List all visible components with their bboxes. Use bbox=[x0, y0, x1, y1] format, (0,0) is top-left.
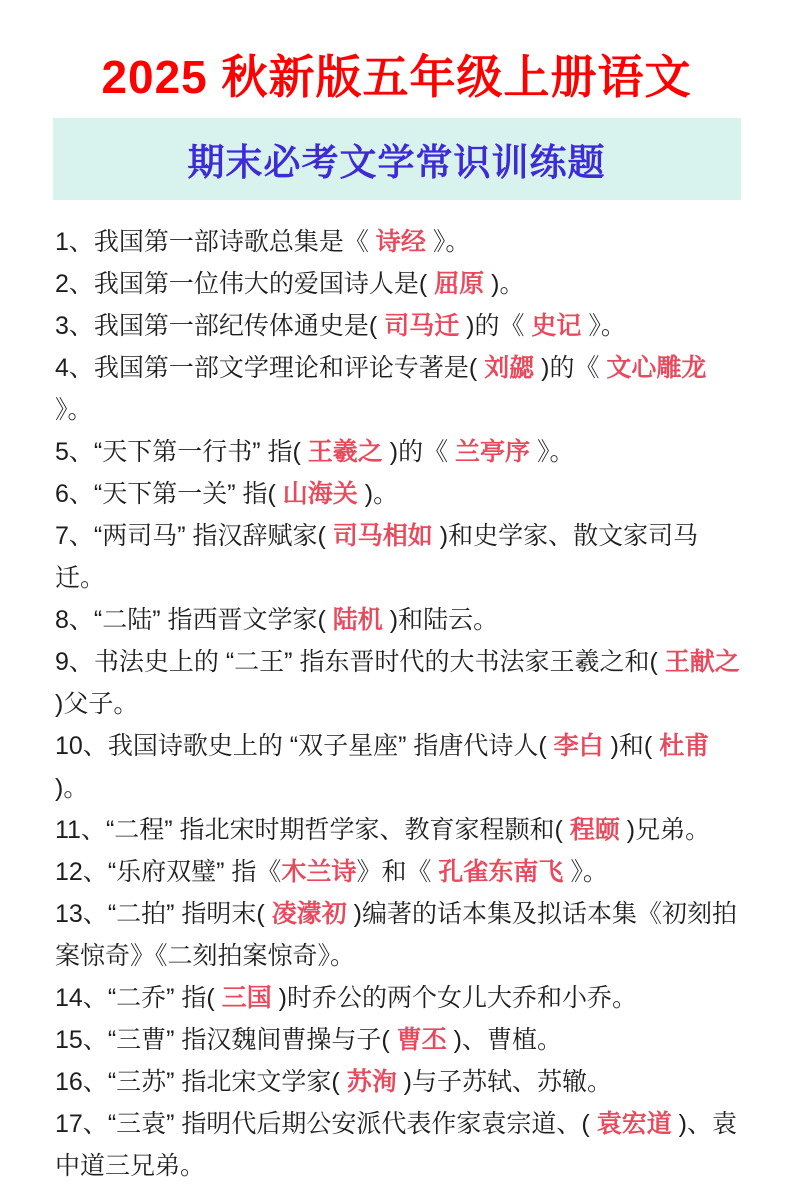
question-text: )和陆云。 bbox=[382, 606, 499, 635]
question-text: “乐府双璧” 指《 bbox=[107, 858, 282, 887]
question-item bbox=[55, 977, 747, 1019]
question-item bbox=[55, 809, 747, 851]
question-number: 1、 bbox=[55, 228, 94, 257]
question-number: 16、 bbox=[55, 1068, 108, 1097]
question-number: 11、 bbox=[55, 816, 106, 845]
question-item bbox=[55, 1019, 747, 1061]
subtitle-banner bbox=[53, 118, 741, 200]
answer-text: 史记 bbox=[531, 312, 582, 341]
question-text: )的《 bbox=[534, 354, 607, 383]
question-text: )编著的话本集及拟话本集《初刻拍案惊奇》《二刻拍案惊奇》。 bbox=[55, 900, 737, 971]
question-number: 7、 bbox=[55, 522, 94, 551]
question-text: 》。 bbox=[581, 312, 626, 341]
answer-text: 程颐 bbox=[569, 816, 620, 845]
question-text: )、袁中道三兄弟。 bbox=[55, 1110, 737, 1181]
question-number: 9、 bbox=[55, 648, 94, 677]
question-item bbox=[55, 263, 747, 305]
question-number: 14、 bbox=[55, 984, 108, 1013]
question-text: 》和《 bbox=[356, 858, 439, 887]
question-number: 15、 bbox=[55, 1026, 108, 1055]
answer-text: 刘勰 bbox=[484, 354, 535, 383]
question-number: 4、 bbox=[55, 354, 94, 383]
question-text: )和( bbox=[603, 732, 660, 761]
question-number: 3、 bbox=[55, 312, 94, 341]
question-text: 我国第一部纪传体通史是( bbox=[93, 312, 385, 341]
question-text: )父子。 bbox=[55, 690, 139, 719]
answer-text: 木兰诗 bbox=[281, 858, 357, 887]
answer-text: 三国 bbox=[221, 984, 272, 1013]
question-text: )。 bbox=[484, 270, 525, 299]
question-number: 13、 bbox=[55, 900, 108, 929]
question-text: )的《 bbox=[459, 312, 532, 341]
question-list bbox=[55, 221, 747, 1187]
answer-text: 凌濛初 bbox=[271, 900, 347, 929]
question-text: )。 bbox=[55, 774, 89, 803]
answer-text: 文心雕龙 bbox=[606, 354, 707, 383]
page-title: 2025 秋新版五年级上册语文 bbox=[101, 51, 692, 103]
answer-text: 司马相如 bbox=[332, 522, 433, 551]
answer-text: 王羲之 bbox=[307, 438, 383, 467]
question-text: “三曹” 指汉魏间曹操与子( bbox=[107, 1026, 397, 1055]
answer-text: 杜甫 bbox=[659, 732, 710, 761]
answer-text: 苏洵 bbox=[346, 1068, 397, 1097]
question-text: 我国诗歌史上的 “双子星座” 指唐代诗人( bbox=[107, 732, 554, 761]
question-number: 8、 bbox=[55, 606, 94, 635]
question-text: “三袁” 指明代后期公安派代表作家袁宗道、( bbox=[107, 1110, 597, 1139]
question-number: 12、 bbox=[55, 858, 108, 887]
question-text: 书法史上的 “二王” 指东晋时代的大书法家王羲之和( bbox=[93, 648, 665, 677]
question-item bbox=[55, 431, 747, 473]
question-number: 2、 bbox=[55, 270, 94, 299]
question-item bbox=[55, 1061, 747, 1103]
answer-text: 孔雀东南飞 bbox=[438, 858, 564, 887]
answer-text: 司马迁 bbox=[384, 312, 460, 341]
question-text: )。 bbox=[357, 480, 399, 509]
question-item bbox=[55, 473, 747, 515]
answer-text: 屈原 bbox=[434, 270, 485, 299]
answer-text: 李白 bbox=[553, 732, 604, 761]
question-item bbox=[55, 725, 747, 809]
answer-text: 山海关 bbox=[282, 480, 358, 509]
question-text: )时乔公的两个女儿大乔和小乔。 bbox=[271, 984, 637, 1013]
question-text: “天下第一关” 指( bbox=[93, 480, 283, 509]
question-item bbox=[55, 515, 747, 599]
question-item bbox=[55, 305, 747, 347]
question-number: 17、 bbox=[55, 1110, 108, 1139]
answer-text: 兰亭序 bbox=[455, 438, 531, 467]
question-text: “三苏” 指北宋文学家( bbox=[107, 1068, 347, 1097]
subtitle-text: 期末必考文学常识训练题 bbox=[187, 142, 606, 184]
question-item bbox=[55, 221, 747, 263]
worksheet-page bbox=[0, 50, 793, 1181]
question-text: 》。 bbox=[563, 858, 608, 887]
question-item bbox=[55, 1103, 747, 1187]
question-text: 我国第一部文学理论和评论专著是( bbox=[93, 354, 485, 383]
question-number: 10、 bbox=[55, 732, 108, 761]
answer-text: 曹丕 bbox=[396, 1026, 447, 1055]
question-number: 5、 bbox=[55, 438, 94, 467]
question-item bbox=[55, 641, 747, 725]
question-text: 》。 bbox=[530, 438, 575, 467]
question-item bbox=[55, 893, 747, 977]
answer-text: 王献之 bbox=[664, 648, 740, 677]
question-text: )与子苏轼、苏辙。 bbox=[396, 1068, 612, 1097]
question-text: “二陆” 指西晋文学家( bbox=[93, 606, 333, 635]
question-text: “二乔” 指( bbox=[107, 984, 222, 1013]
question-text: )的《 bbox=[382, 438, 456, 467]
question-text: )、曹植。 bbox=[446, 1026, 562, 1055]
question-number: 6、 bbox=[55, 480, 94, 509]
answer-text: 袁宏道 bbox=[596, 1110, 672, 1139]
question-item bbox=[55, 347, 747, 431]
question-text: 》。 bbox=[425, 228, 471, 257]
question-text: )兄弟。 bbox=[619, 816, 711, 845]
question-text: “天下第一行书” 指( bbox=[93, 438, 308, 467]
question-text: “二程” 指北宋时期哲学家、教育家程颢和( bbox=[105, 816, 570, 845]
question-item bbox=[55, 851, 747, 893]
question-text: 我国第一部诗歌总集是《 bbox=[93, 228, 376, 257]
question-text: 》。 bbox=[55, 396, 93, 425]
answer-text: 诗经 bbox=[375, 228, 426, 257]
question-item bbox=[55, 599, 747, 641]
question-text: )和史学家、散文家司马迁。 bbox=[55, 522, 699, 593]
answer-text: 陆机 bbox=[332, 606, 383, 635]
question-text: 我国第一位伟大的爱国诗人是( bbox=[93, 270, 435, 299]
question-text: “二拍” 指明末( bbox=[107, 900, 272, 929]
question-text: “两司马” 指汉辞赋家( bbox=[93, 522, 333, 551]
